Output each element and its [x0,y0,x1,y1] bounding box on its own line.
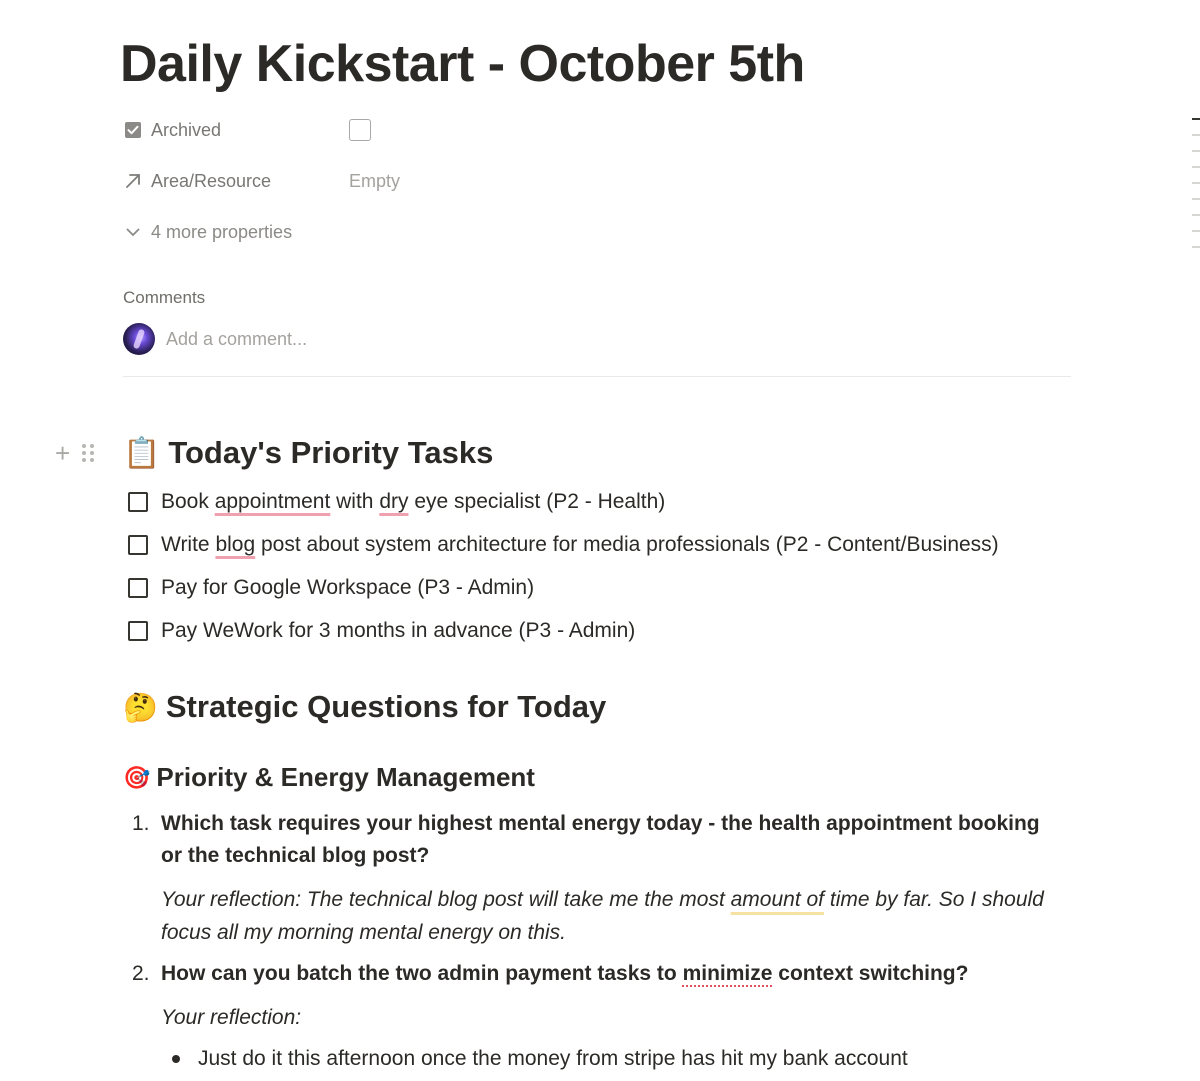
bullet-text: Just do it this afternoon once the money from stripe has hit my bank account [198,1047,908,1070]
thinking-face-icon: 🤔 [123,691,158,723]
todo-checkbox[interactable] [128,578,148,598]
heading-text: Strategic Questions for Today [165,689,607,724]
property-archived[interactable] [123,115,371,145]
heading-strategic-questions[interactable] [123,689,606,725]
todo-checkbox[interactable] [128,621,148,641]
todo-text: Book appointment with dry eye specialist (P2 - Health) [161,490,666,513]
more-properties-toggle[interactable] [123,217,292,247]
property-label-area-resource: Area/Resource [151,170,272,191]
question-text[interactable]: Which task requires your highest mental energy today - the health appointment booking or the technical blog post? [161,812,1040,867]
target-icon: 🎯 [123,764,151,790]
todo-text: Write blog post about system architecture for media professionals (P2 - Content/Business) [161,533,999,556]
add-block-icon[interactable]: + [55,438,71,468]
list-number: 1. [132,812,150,835]
reflection-text[interactable]: Your reflection: [161,1006,302,1029]
property-label-archived: Archived [151,119,222,140]
todo-text: Pay WeWork for 3 months in advance (P3 - Admin) [161,619,636,642]
table-of-contents-indicator[interactable] [1192,118,1200,262]
heading-priority-tasks[interactable] [123,435,493,471]
comment-input[interactable]: Add a comment... [166,328,308,349]
heading-text: Today's Priority Tasks [168,435,494,470]
comment-composer[interactable] [123,323,307,355]
todo-item[interactable] [128,533,999,557]
todo-text: Pay for Google Workspace (P3 - Admin) [161,576,535,599]
checkbox-property-icon [123,120,143,140]
relation-arrow-icon [123,171,143,191]
drag-handle-icon[interactable] [82,444,94,462]
archived-checkbox[interactable] [349,119,371,141]
bullet-icon [172,1055,180,1063]
page-title[interactable]: Daily Kickstart - October 5th [120,35,805,93]
divider [123,376,1071,377]
avatar [123,323,155,355]
list-item[interactable] [172,1047,908,1071]
todo-item[interactable] [128,576,534,600]
list-number: 2. [132,962,150,985]
reflection-text[interactable]: Your reflection: The technical blog post will take me the most amount of time by far. So I should focus all my morning mental energy on this. [161,888,1044,944]
property-area-resource[interactable] [123,166,400,196]
block-controls [55,440,94,466]
todo-item[interactable] [128,490,665,514]
area-resource-value[interactable]: Empty [349,170,401,191]
comments-heading: Comments [123,288,206,307]
chevron-down-icon [123,222,143,242]
todo-item[interactable] [128,619,635,643]
question-text[interactable]: How can you batch the two admin payment tasks to minimize context switching? [161,962,969,985]
subheading-text: Priority & Energy Management [156,762,535,792]
todo-checkbox[interactable] [128,535,148,555]
todo-checkbox[interactable] [128,492,148,512]
more-properties-label: 4 more properties [151,221,293,242]
subheading-priority-energy[interactable] [123,762,535,793]
clipboard-icon: 📋 [123,436,161,470]
